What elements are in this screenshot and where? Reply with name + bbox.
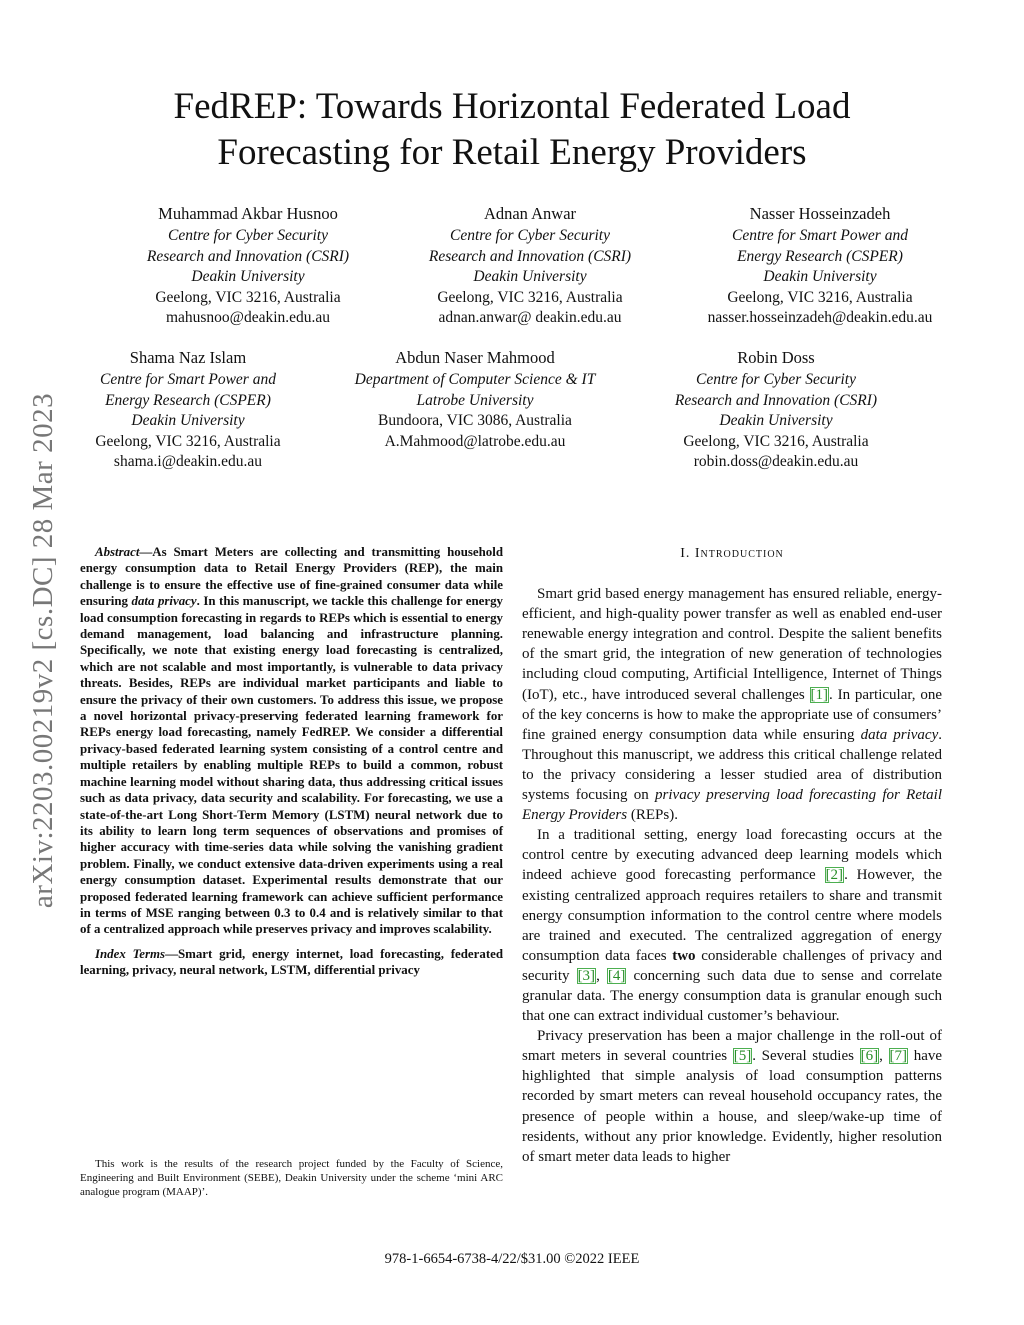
author-name: Muhammad Akbar Husnoo [158,204,338,223]
citation-link[interactable]: [1] [810,686,829,703]
intro-text: . In particular, one of the key concerns is how to make the appropriate use of consumers’ fine grained energy consumption data while ensuring [522,686,942,743]
citation-link[interactable]: [3] [577,967,596,984]
author-affiliation: Research and Innovation (CSRI) [674,391,878,409]
intro-text: (REPs). [627,807,678,824]
abstract-emphasis: data privacy [131,594,197,609]
author-affiliation: Research and Innovation (CSRI) [146,247,350,265]
author-name: Nasser Hosseinzadeh [749,204,891,223]
author-affiliation: Centre for Cyber Security [168,227,328,244]
author-block-6 [626,346,926,473]
footnote-text: This work is the results of the research project funded by the Faculty of Science, Engineering and Built Environment (SEBE), Deakin University under the scheme ‘mini ARC analogue program (MAAP)’. [80,1158,503,1198]
intro-text: , [596,967,607,984]
arxiv-identifier: arXiv:2203.00219v2 [cs.DC] 28 Mar 2023 [27,392,60,908]
author-name: Adnan Anwar [483,204,577,223]
author-email: shama.i@deakin.edu.au [113,453,263,470]
author-address: Bundoora, VIC 3086, Australia [378,412,572,429]
author-name: Abdun Naser Mahmood [395,348,555,367]
intro-text: Smart grid based energy management has ensured reliable, energy-efficient, and high-quality power transfer as well as enabled end-user renewable energy integration and control. Despite the salient benefits of the smart grid, the integration of new generation of technologies including cloud computing, Artificial Intelligence, Internet of Things (IoT), etc., have introduced several challenges [522,586,942,703]
citation-link[interactable]: [6] [860,1048,879,1065]
citation-link[interactable]: [2] [825,867,844,884]
author-name: Robin Doss [737,348,815,367]
author-email: A.Mahmood@latrobe.edu.au [384,432,566,450]
author-name: Shama Naz Islam [129,348,247,367]
author-address: Geelong, VIC 3216, Australia [95,432,281,450]
author-affiliation: Energy Research (CSPER) [737,247,903,265]
author-affiliation: Centre for Cyber Security [450,227,610,244]
abstract-section [80,544,503,979]
intro-paragraph-2 [522,825,942,1026]
intro-emphasis: data privacy [860,726,939,743]
intro-text: In a traditional setting, energy load forecasting occurs at the control centre by executing advanced deep learning models which indeed achieve good forecasting performance [522,827,942,884]
author-affiliation: Department of Computer Science & IT [354,371,596,388]
intro-text: considerable challenges of privacy and security [522,947,942,984]
funding-footnote [80,1157,503,1199]
author-affiliation: Centre for Cyber Security [696,371,856,388]
section-heading: I. Introduction [680,546,784,561]
author-affiliation: Centre for Smart Power and [100,371,276,388]
abstract-label: Abstract [95,545,140,559]
intro-text: . However, the existing centralized approach requires retailers to share and transmit energy consumption information to the control centre where models are trained and executed. The centralized aggregation of energy consumption data faces [522,867,943,964]
author-email: adnan.anwar@ deakin.edu.au [438,309,622,326]
author-email: robin.doss@deakin.edu.au [693,453,859,470]
intro-text: . Throughout this manuscript, we address this critical challenge related to the privacy considering a lesser studied area of distribution systems focusing on [522,726,942,804]
author-organization: Deakin University [191,268,305,285]
intro-bold: two [672,947,696,964]
author-address: Geelong, VIC 3216, Australia [437,288,623,306]
title-line-2: Forecasting for Retail Energy Providers [217,132,807,173]
index-terms-label: Index Terms [95,946,166,961]
citation-link[interactable]: [5] [733,1048,752,1065]
intro-emphasis: privacy preserving load forecasting for Retail Energy Providers [522,787,942,824]
index-terms-text: Smart grid, energy internet, load forecasting, federated learning, privacy, neural network, LSTM, differential privacy [80,946,503,978]
index-terms: Index Terms—Smart grid, energy internet, load forecasting, federated learning, privacy, neural network, LSTM, differential privacy [80,946,503,978]
intro-text: have highlighted that simple analysis of load consumption patterns recorded by smart meters can reveal household occupancy rates, the presence of people within a house, and sleep/wake-up time of residents, without any prior knowledge. Evidently, higher resolution of smart meter data leads to higher [522,1048,943,1165]
copyright-notice: 978-1-6654-6738-4/22/$31.00 ©2022 IEEE [384,1251,640,1267]
author-email: nasser.hosseinzadeh@deakin.edu.au [707,309,933,326]
arxiv-sidebar [0,340,88,960]
intro-text: Privacy preservation has been a major challenge in the roll-out of smart meters in several countries [522,1028,942,1065]
author-affiliation: Centre for Smart Power and [732,227,908,244]
author-address: Geelong, VIC 3216, Australia [683,432,869,450]
introduction-section [522,544,942,1167]
author-organization: Deakin University [131,412,245,429]
intro-paragraph-1 [522,584,942,825]
author-block-1 [98,202,398,329]
author-address: Geelong, VIC 3216, Australia [727,288,913,306]
author-block-3 [670,202,970,329]
title-line-1: FedREP: Towards Horizontal Federated Load [173,86,851,127]
author-organization: Deakin University [719,412,833,429]
abstract-text: As Smart Meters are collecting and transmitting household energy consumption data to Retail Energy Providers (REP), the main challenge is to ensure the effective use of fine-grained consumer data while ensuring [80,545,503,609]
intro-paragraph-3 [522,1026,942,1167]
author-organization: Latrobe University [416,391,534,409]
intro-text: , [879,1048,889,1065]
intro-text: . Several studies [752,1048,860,1065]
citation-link[interactable]: [7] [889,1048,908,1065]
author-affiliation: Research and Innovation (CSRI) [428,247,632,265]
citation-link[interactable]: [4] [607,967,626,984]
author-address: Geelong, VIC 3216, Australia [155,288,341,306]
paper-title [112,84,912,176]
author-email: mahusnoo@deakin.edu.au [165,309,331,326]
abstract-text: . In this manuscript, we tackle this challenge for energy load consumption forecasting in regards to REPs which is essential to energy demand management, load balancing and infrastructure planning. Specifically, we note that existing energy load forecasting is centralized, which are not scalable and most importantly, is vulnerable to data privacy threats. Besides, REPs are individual market participants and liable to ensure the privacy of their own customers. To address this issue, we propose a novel horizontal privacy-preserving federated learning framework for REPs energy load forecasting, namely FedREP. We consider a differential privacy-based federated learning system consisting of a control centre and multiple retailers by enabling multiple REPs to build a common, robust machine learning model without sharing data, thus addressing critical issues such as data privacy, data security and scalability. For forecasting, we use a state-of-the-art Long Short-Term Memory (LSTM) neural network due to its ability to learn long term sequences of observations and promises of higher accuracy with time-series data while solving the vanishing gradient problem. Finally, we conduct extensive data-driven experiments using a real energy consumption dataset. Experimental results demonstrate that our proposed federated learning framework can achieve sufficient performance in terms of MSE ranging between 0.3 to 0.4 and is relatively similar to that of a centralized approach while preserves privacy and improves scalability. [80,594,504,937]
author-block-2 [380,202,680,329]
author-affiliation: Energy Research (CSPER) [105,391,271,409]
author-organization: Deakin University [473,268,587,285]
author-block-5 [325,346,625,452]
abstract-paragraph: Abstract—As Smart Meters are collecting and transmitting household energy consumption data to Retail Energy Providers (REP), the main challenge is to ensure the effective use of fine-grained consumer data while ensuring data privacy. In this manuscript, we tackle this challenge for energy load consumption forecasting in regards to REPs which is essential to energy demand management, load balancing and infrastructure planning. Specifically, we note that existing energy load forecasting is centralized, which are not scalable and most importantly, is vulnerable to data privacy threats. Besides, REPs are individual market participants and liable to ensure the privacy of their own customers. To address this issue, we propose a novel horizontal privacy-preserving federated learning framework for REPs energy load forecasting, namely FedREP. We consider a differential privacy-based federated learning system consisting of a control centre and multiple retailers by enabling multiple REPs to build a common, robust machine learning model without sharing data, thus addressing critical issues such as data privacy, data security and scalability. For forecasting, we use a state-of-the-art Long Short-Term Memory (LSTM) neural network due to its ability to learn long term sequences of observations and promises of higher accuracy with time-series data while solving the vanishing gradient problem. Finally, we conduct extensive data-driven experiments using a real energy consumption dataset. Experimental results demonstrate that our proposed federated learning framework can achieve sufficient performance in terms of MSE ranging between 0.3 to 0.4 and is relatively similar to that of a centralized approach while preserves privacy and improves scalability. [80,545,504,937]
intro-text: concerning such data due to sense and correlate granular data. The energy consumption data is granular enough such that one can extract individual customer’s behaviour. [522,967,943,1025]
author-organization: Deakin University [763,268,877,285]
